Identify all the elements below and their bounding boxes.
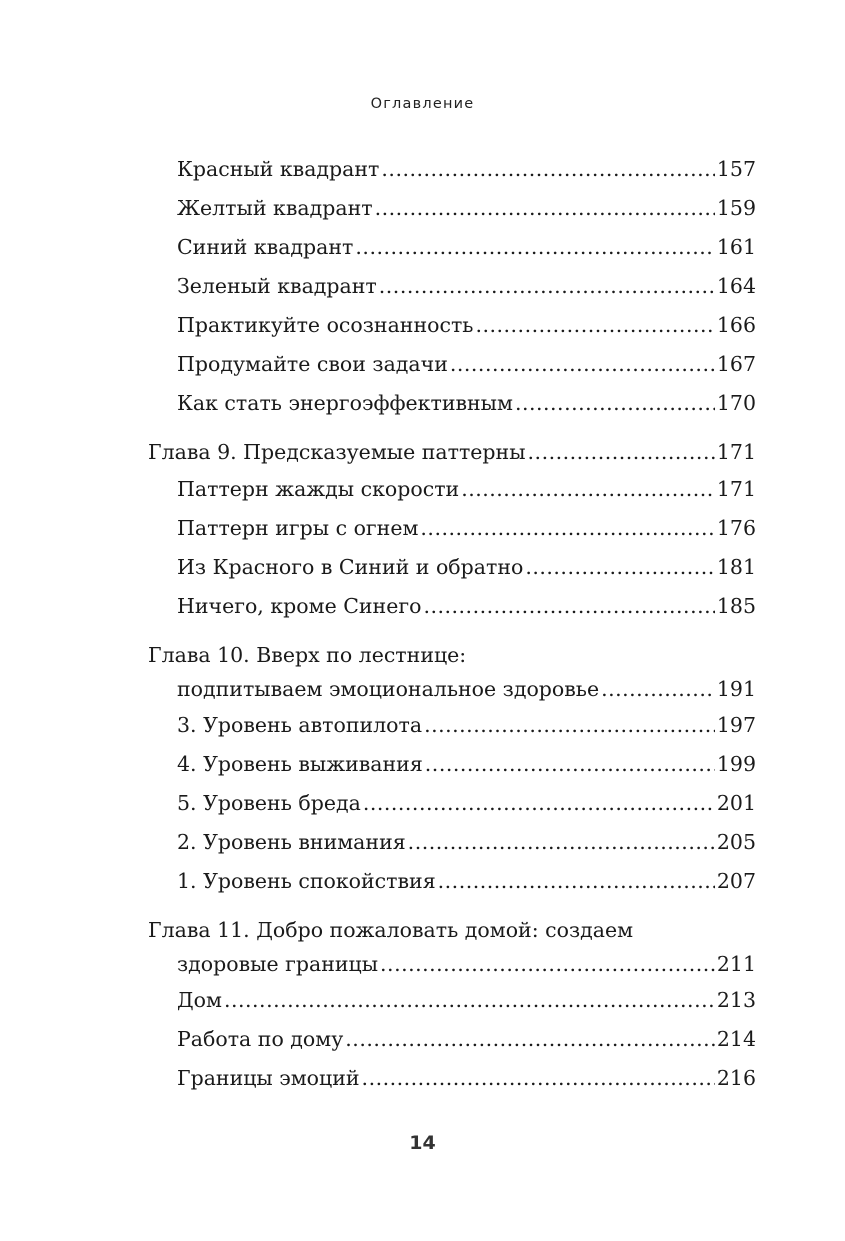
toc-chapter-title: Глава 11. Добро пожаловать домой: создаем bbox=[148, 918, 634, 942]
toc-entry-title: Синий квадрант bbox=[177, 235, 354, 259]
toc-entry bbox=[148, 189, 756, 228]
toc-chapter-title: Глава 10. Вверх по лестнице: bbox=[148, 643, 467, 667]
toc-entry bbox=[148, 470, 756, 509]
toc-entry bbox=[148, 706, 756, 745]
toc-entry-title: Из Красного в Синий и обратно bbox=[177, 555, 524, 579]
toc-entry-page: 207 bbox=[716, 869, 756, 893]
dot-leader bbox=[515, 384, 715, 423]
toc-entry-title: Продумайте свои задачи bbox=[177, 352, 448, 376]
toc-chapter-entry bbox=[148, 637, 756, 673]
toc-entry-title: Красный квадрант bbox=[177, 157, 380, 181]
toc-entry-page: 191 bbox=[716, 677, 756, 701]
toc-entry bbox=[148, 784, 756, 823]
dot-leader bbox=[375, 189, 715, 228]
dot-leader bbox=[525, 548, 715, 587]
toc-entry-page: 197 bbox=[716, 713, 756, 737]
toc-entry-page: 181 bbox=[716, 555, 756, 579]
toc-chapter-entry bbox=[148, 912, 756, 948]
dot-leader bbox=[475, 306, 714, 345]
toc-entry bbox=[148, 745, 756, 784]
toc-entry-page: 170 bbox=[716, 391, 756, 415]
toc-entry-page: 161 bbox=[716, 235, 756, 259]
toc-entry-title: Паттерн игры с огнем bbox=[177, 516, 419, 540]
toc-entry bbox=[148, 150, 756, 189]
dot-leader bbox=[601, 673, 715, 706]
toc-entry-page: 216 bbox=[716, 1066, 756, 1090]
toc-entry-title: 2. Уровень внимания bbox=[177, 830, 406, 854]
toc-entry-page: 213 bbox=[716, 988, 756, 1012]
dot-leader bbox=[379, 267, 715, 306]
dot-leader bbox=[380, 948, 715, 981]
toc-entry-page: 167 bbox=[716, 352, 756, 376]
toc-entry bbox=[148, 823, 756, 862]
toc-entry-title: Паттерн жажды скорости bbox=[177, 477, 460, 501]
toc-entry bbox=[148, 1020, 756, 1059]
toc-entry bbox=[148, 548, 756, 587]
dot-leader bbox=[408, 823, 715, 862]
toc-entry bbox=[148, 981, 756, 1020]
toc-entry bbox=[148, 345, 756, 384]
dot-leader bbox=[528, 434, 715, 470]
dot-leader bbox=[345, 1020, 715, 1059]
toc-entry bbox=[148, 1059, 756, 1098]
toc-entry-page: 185 bbox=[716, 594, 756, 618]
toc-entry-page: 201 bbox=[716, 791, 756, 815]
toc-entry-page: 159 bbox=[716, 196, 756, 220]
toc-chapter-entry-continued bbox=[148, 948, 756, 981]
toc-entry-page: 211 bbox=[716, 952, 756, 976]
toc-entry-title: Ничего, кроме Синего bbox=[177, 594, 422, 618]
dot-leader bbox=[425, 745, 715, 784]
toc-entry-page: 171 bbox=[716, 477, 756, 501]
toc-entry-page: 171 bbox=[716, 440, 756, 464]
toc-entry bbox=[148, 306, 756, 345]
toc-entry-title: Работа по дому bbox=[177, 1027, 344, 1051]
toc-entry-title: 4. Уровень выживания bbox=[177, 752, 423, 776]
dot-leader bbox=[362, 1059, 715, 1098]
toc-entry bbox=[148, 862, 756, 901]
toc-entry bbox=[148, 587, 756, 626]
toc-entry bbox=[148, 267, 756, 306]
toc-chapter-entry bbox=[148, 434, 756, 470]
toc-entry-title: Желтый квадрант bbox=[177, 196, 373, 220]
toc-entry bbox=[148, 509, 756, 548]
toc-entry-title: Как стать энергоэффективным bbox=[177, 391, 513, 415]
toc-entry-page: 176 bbox=[716, 516, 756, 540]
dot-leader bbox=[420, 509, 714, 548]
dot-leader bbox=[461, 470, 715, 509]
toc-entry-page: 205 bbox=[716, 830, 756, 854]
toc-chapter-entry-continued bbox=[148, 673, 756, 706]
running-head: Оглавление bbox=[370, 96, 475, 112]
dot-leader bbox=[438, 862, 715, 901]
dot-leader bbox=[224, 981, 715, 1020]
toc-entry bbox=[148, 384, 756, 423]
toc-entry bbox=[148, 228, 756, 267]
toc-entry-page: 157 bbox=[716, 157, 756, 181]
toc-entry-title: Практикуйте осознанность bbox=[177, 313, 474, 337]
toc-entry-page: 164 bbox=[716, 274, 756, 298]
dot-leader bbox=[363, 784, 715, 823]
dot-leader bbox=[355, 228, 714, 267]
table-of-contents bbox=[148, 150, 756, 1098]
dot-leader bbox=[381, 150, 714, 189]
toc-entry-title: Дом bbox=[177, 988, 222, 1012]
toc-entry-title: Границы эмоций bbox=[177, 1066, 360, 1090]
dot-leader bbox=[423, 587, 714, 626]
dot-leader bbox=[424, 706, 715, 745]
toc-entry-title: Зеленый квадрант bbox=[177, 274, 377, 298]
toc-entry-page: 214 bbox=[716, 1027, 756, 1051]
toc-chapter-title: Глава 9. Предсказуемые паттерны bbox=[148, 440, 526, 464]
toc-entry-page: 166 bbox=[716, 313, 756, 337]
page-number: 14 bbox=[409, 1132, 436, 1154]
toc-entry-title: 5. Уровень бреда bbox=[177, 791, 361, 815]
toc-entry-page: 199 bbox=[716, 752, 756, 776]
toc-entry-title: 3. Уровень автопилота bbox=[177, 713, 423, 737]
toc-chapter-title-continued: здоровые границы bbox=[177, 952, 379, 976]
dot-leader bbox=[450, 345, 715, 384]
toc-chapter-title-continued: подпитываем эмоциональное здоровье bbox=[177, 677, 600, 701]
toc-entry-title: 1. Уровень спокойствия bbox=[177, 869, 436, 893]
